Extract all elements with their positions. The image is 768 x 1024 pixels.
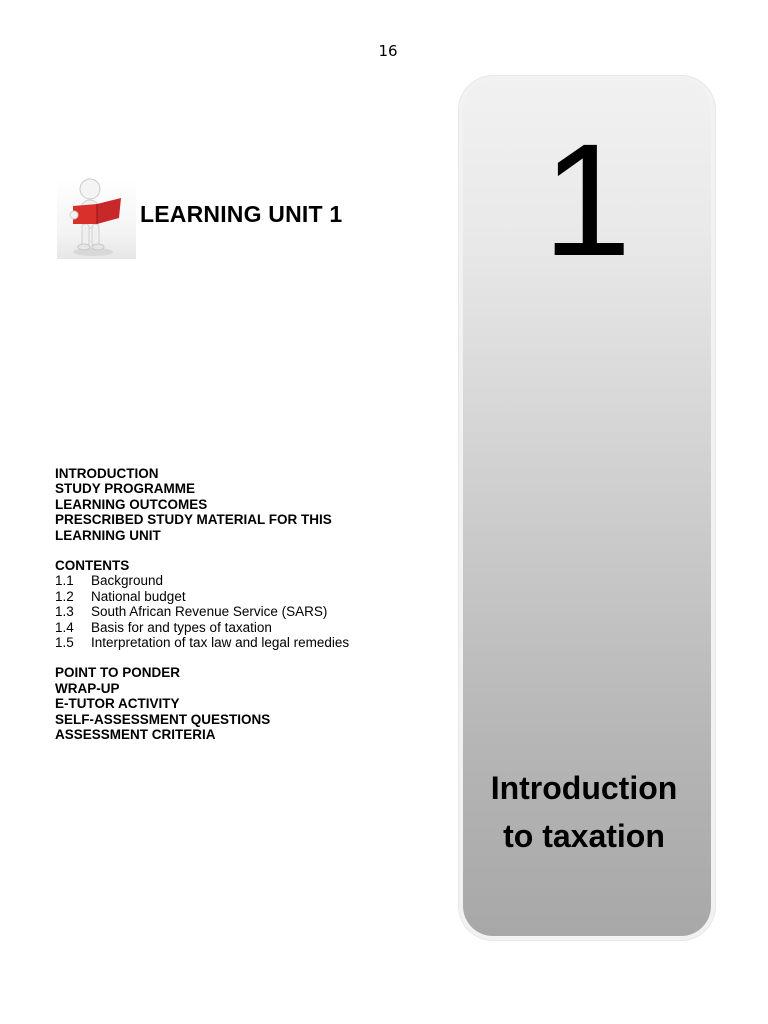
contents-item-number: 1.1	[55, 573, 74, 589]
contents-item-number: 1.5	[55, 635, 74, 651]
unit-outline	[55, 466, 435, 743]
closing-heading: E-TUTOR ACTIVITY	[55, 696, 180, 712]
contents-heading: CONTENTS	[55, 558, 130, 574]
page-number: 16	[378, 42, 398, 60]
side-panel-gradient	[463, 80, 711, 936]
unit-number: 1	[542, 110, 632, 289]
contents-item	[55, 573, 435, 588]
contents-item-title: National budget	[91, 588, 186, 604]
contents-item-number: 1.2	[55, 588, 74, 604]
outline-heading: INTRODUCTION	[55, 466, 159, 481]
figure-reading-book-icon	[57, 178, 136, 259]
contents-item-title: South African Revenue Service (SARS)	[91, 604, 328, 620]
unit-heading	[463, 764, 705, 860]
outline-heading: LEARNING OUTCOMES	[55, 496, 208, 512]
unit-heading-line: to taxation	[503, 818, 665, 854]
contents-item	[55, 604, 435, 619]
unit-side-panel	[459, 76, 715, 940]
closing-heading: POINT TO PONDER	[55, 665, 181, 681]
outline-heading: PRESCRIBED STUDY MATERIAL FOR THIS LEARNING UNIT	[55, 512, 332, 543]
learning-unit-title: LEARNING UNIT 1	[140, 201, 343, 227]
contents-item-title: Interpretation of tax law and legal remedies	[91, 635, 350, 651]
closing-heading: ASSESSMENT CRITERIA	[55, 727, 216, 743]
contents-item-title: Background	[91, 573, 164, 589]
closing-heading: SELF-ASSESSMENT QUESTIONS	[55, 711, 271, 727]
closing-heading: WRAP-UP	[55, 680, 120, 696]
contents-item-title: Basis for and types of taxation	[91, 619, 272, 635]
outline-heading: STUDY PROGRAMME	[55, 481, 196, 497]
contents-item	[55, 635, 435, 650]
contents-item-number: 1.3	[55, 604, 74, 620]
contents-item	[55, 589, 435, 604]
contents-item	[55, 620, 435, 635]
unit-heading-line: Introduction	[490, 770, 678, 806]
contents-item-number: 1.4	[55, 619, 74, 635]
